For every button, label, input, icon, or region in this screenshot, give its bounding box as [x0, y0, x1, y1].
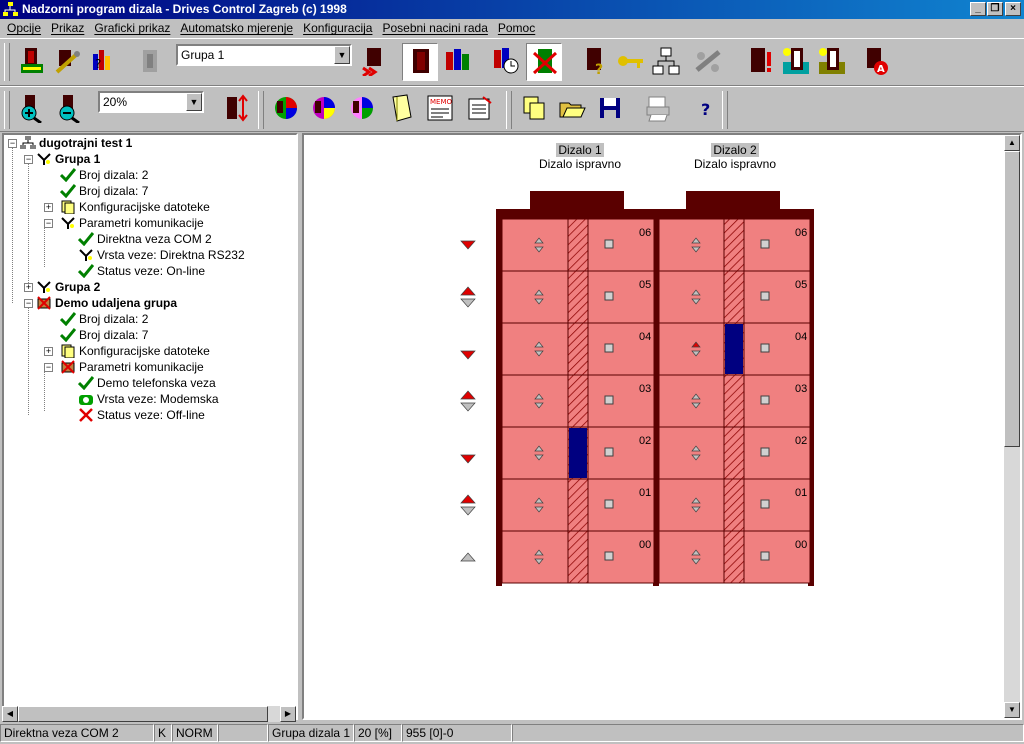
pie-chart-pink-icon — [347, 93, 377, 123]
car-call-button — [605, 240, 613, 248]
status-mode: NORM — [172, 724, 218, 742]
landing-cell — [502, 271, 568, 323]
elevator-question-icon — [579, 46, 609, 76]
app-network-icon — [3, 2, 18, 17]
network-icon — [651, 46, 681, 76]
zoom-select-value: 20% — [103, 95, 128, 109]
menu-bar — [0, 19, 1024, 38]
tree-demo-grupa[interactable]: Demo udaljena grupa — [36, 295, 177, 311]
scroll-thumb[interactable] — [1004, 151, 1020, 447]
print-report-button[interactable] — [462, 90, 498, 128]
elevator-timer-button[interactable] — [488, 43, 524, 81]
building-roof — [496, 209, 814, 219]
tree-g1-broj-dizala-2[interactable]: Broj dizala: 2 — [60, 167, 148, 183]
folder-icon — [387, 93, 417, 123]
status-connection: Direktna veza COM 2 — [0, 724, 154, 742]
hall-call-05 — [461, 287, 475, 307]
telephone-icon — [78, 392, 94, 406]
restore-button[interactable]: ❐ — [987, 2, 1003, 16]
main-vertical-scrollbar[interactable] — [1004, 135, 1020, 718]
car-call-button — [605, 500, 613, 508]
modem-error-icon — [60, 360, 76, 374]
hall-down-arrow-icon — [461, 507, 475, 515]
elevator2-name: Dizalo 2 — [713, 143, 757, 157]
hall-up-arrow-icon — [461, 495, 475, 503]
access-key-button[interactable] — [612, 43, 648, 81]
toolbar-grip[interactable] — [506, 91, 512, 129]
connection-disabled-button[interactable] — [690, 43, 726, 81]
menu-konfiguracija[interactable]: Konfiguracija — [303, 21, 373, 35]
tree-horizontal-scrollbar[interactable] — [2, 706, 296, 722]
open-file-button[interactable] — [554, 90, 590, 128]
hall-up-arrow-icon — [461, 287, 475, 295]
floor-number-label: 01 — [639, 487, 652, 499]
copy-pages-icon — [519, 93, 549, 123]
tree-demo-telefonska-veza[interactable]: Demo telefonska veza — [78, 375, 216, 391]
elevator-panel-icon — [17, 46, 47, 76]
elevator-updown-icon — [221, 93, 251, 123]
pie-chart-icon — [271, 93, 301, 123]
landing-cell — [502, 479, 568, 531]
menu-automatsko-mjerenje[interactable]: Automatsko mjerenje — [180, 21, 294, 35]
landing-cell — [502, 219, 568, 271]
landing-cell — [659, 479, 725, 531]
shaft-cell — [724, 375, 744, 427]
statistics-chart-button[interactable] — [268, 90, 304, 128]
open-folder-icon — [557, 93, 587, 123]
tree-g1-broj-dizala-7[interactable]: Broj dizala: 7 — [60, 183, 148, 199]
checkmark-icon — [60, 168, 76, 182]
menu-pomoc[interactable]: Pomoc — [497, 21, 536, 35]
hall-up-arrow-icon — [461, 553, 475, 561]
car-call-button — [761, 396, 769, 404]
elevator-disabled-button[interactable] — [132, 43, 168, 81]
toolbar-grip[interactable] — [4, 91, 10, 129]
report-icon — [465, 93, 495, 123]
tools-icon — [53, 46, 83, 76]
pie-chart-blue-icon — [309, 93, 339, 123]
tree-collapse-demo-param[interactable]: − — [45, 362, 52, 372]
hall-up-arrow-icon — [461, 391, 475, 399]
floor-number-label: 04 — [795, 331, 808, 343]
close-button[interactable]: × — [1005, 2, 1021, 16]
tree-demo-broj-dizala-2[interactable]: Broj dizala: 2 — [60, 311, 148, 327]
landing-cell — [659, 375, 725, 427]
tree-demo-status-veze[interactable]: Status veze: Off-line — [78, 407, 205, 423]
car-call-button — [605, 292, 613, 300]
menu-prikaz[interactable]: Prikaz — [51, 21, 85, 35]
svg-text:?: ? — [701, 100, 711, 119]
car-call-button — [761, 500, 769, 508]
single-elevator-button[interactable] — [402, 43, 438, 81]
tree-g1-parametri[interactable]: Parametri komunikacije — [60, 215, 204, 231]
elevator-car — [725, 324, 743, 374]
checkmark-icon — [60, 184, 76, 198]
toolbar-grip[interactable] — [4, 43, 10, 81]
shaft-cell — [724, 479, 744, 531]
elevator-car — [569, 428, 587, 478]
floor-number-label: 01 — [795, 487, 808, 499]
shaft-cell — [568, 323, 588, 375]
toolbar-grip[interactable] — [258, 91, 264, 129]
window-title: Nadzorni program dizala - Drives Control Zagreb (c) 1998 — [22, 2, 347, 16]
toolbar-grip[interactable] — [722, 91, 728, 129]
minimize-button[interactable]: _ — [970, 2, 986, 16]
memo-button[interactable] — [422, 90, 458, 128]
antenna-icon — [78, 248, 94, 262]
zoom-out-icon — [55, 93, 85, 123]
shaft-cell — [568, 479, 588, 531]
status-empty1 — [218, 724, 268, 742]
car-call-button — [761, 240, 769, 248]
floor-number-label: 04 — [639, 331, 652, 343]
hall-call-06 — [461, 241, 475, 249]
tree-g1-vrsta-veze[interactable]: Vrsta veze: Direktna RS232 — [78, 247, 245, 263]
floor-number-label: 02 — [639, 435, 652, 447]
checkmark-icon — [78, 232, 94, 246]
help-icon — [691, 93, 721, 123]
group-select[interactable] — [176, 44, 352, 66]
tree-collapse-demo[interactable]: − — [25, 298, 32, 308]
tree-g1-konfiguracijske[interactable]: Konfiguracijske datoteke — [60, 199, 210, 215]
tree-demo-parametri[interactable]: Parametri komunikacije — [60, 359, 204, 375]
landing-cell — [659, 271, 725, 323]
scroll-left-button[interactable]: ◀ — [2, 706, 18, 722]
hall-call-03 — [461, 391, 475, 411]
floor-number-label: 00 — [639, 539, 652, 551]
elevator-info-button[interactable] — [576, 43, 612, 81]
checkmark-icon — [78, 264, 94, 278]
floor-number-label: 03 — [795, 383, 808, 395]
scroll-down-button[interactable]: ▼ — [1004, 702, 1020, 718]
tree-demo-broj-dizala-7[interactable]: Broj dizala: 7 — [60, 327, 148, 343]
floor-number-label: 00 — [795, 539, 808, 551]
frame-left — [496, 219, 502, 586]
car-call-button — [761, 292, 769, 300]
car-call-button — [605, 448, 613, 456]
checkmark-icon — [60, 328, 76, 342]
antenna-icon — [60, 216, 76, 230]
car-call-button — [605, 396, 613, 404]
shaft-cell — [724, 531, 744, 583]
tree-collapse-grupa1[interactable]: − — [25, 154, 32, 164]
hall-call-00 — [461, 553, 475, 561]
save-button[interactable] — [592, 90, 628, 128]
tree-grupa2[interactable]: Grupa 2 — [36, 279, 100, 295]
elevator-shaft-diagram — [304, 135, 1004, 718]
shaft-cell — [724, 219, 744, 271]
car-call-button — [605, 552, 613, 560]
memo-icon — [425, 93, 455, 123]
elevator-grey-icon — [135, 46, 165, 76]
tree-expand-g1-konf[interactable]: + — [45, 202, 52, 212]
elevator-auto-button[interactable] — [858, 43, 894, 81]
shaft-cell — [568, 219, 588, 271]
shaft-cell — [568, 375, 588, 427]
elevator2-status: Dizalo ispravno — [693, 157, 777, 171]
files-icon — [60, 200, 76, 214]
elevator1-name: Dizalo 1 — [558, 143, 602, 157]
elevator-height-button[interactable] — [218, 90, 254, 128]
view-toolbar — [0, 86, 1024, 132]
menu-graficki-prikaz[interactable]: Graficki prikaz — [94, 21, 171, 35]
elevator-tools-button[interactable] — [50, 43, 86, 81]
landing-cell — [502, 427, 568, 479]
car-call-button — [761, 552, 769, 560]
landing-cell — [659, 219, 725, 271]
hall-down-arrow-icon — [461, 455, 475, 463]
shaft-cell — [568, 271, 588, 323]
tree-demo-konfiguracijske[interactable]: Konfiguracijske datoteke — [60, 343, 210, 359]
elevator-field-button[interactable] — [814, 43, 850, 81]
copy-button[interactable] — [516, 90, 552, 128]
zoom-in-icon — [17, 93, 47, 123]
printer-grey-icon — [643, 93, 673, 123]
elevator-forward-button[interactable] — [356, 43, 392, 81]
menu-posebni-nacini-rada[interactable]: Posebni nacini rada — [382, 21, 488, 35]
landing-cell — [502, 375, 568, 427]
svg-text:MEMO: MEMO — [430, 98, 453, 106]
elevator-alarm-button[interactable] — [742, 43, 778, 81]
shaft-cell — [724, 271, 744, 323]
group-select-value: Grupa 1 — [181, 48, 225, 62]
landing-cell — [659, 427, 725, 479]
statistics-blue-chart-button[interactable] — [306, 90, 342, 128]
zoom-select[interactable] — [98, 91, 204, 113]
floor-number-label: 06 — [795, 227, 808, 239]
elevator-query-button[interactable] — [86, 43, 122, 81]
tree-collapse-g1-param[interactable]: − — [45, 218, 52, 228]
network-button[interactable] — [648, 43, 684, 81]
help-button[interactable] — [688, 90, 724, 128]
key-icon — [615, 46, 645, 76]
hall-call-04 — [461, 351, 475, 359]
shaft-cell — [724, 427, 744, 479]
floor-number-label: 06 — [639, 227, 652, 239]
link-grey-icon — [693, 46, 723, 76]
tree-expand-demo-konf[interactable]: + — [45, 346, 52, 356]
status-zoom: 20 [%] — [354, 724, 402, 742]
floor-number-label: 05 — [639, 279, 652, 291]
svg-text:?: ? — [95, 57, 102, 71]
hall-down-arrow-icon — [461, 351, 475, 359]
title-bar[interactable] — [0, 0, 1024, 19]
files-icon — [60, 344, 76, 358]
elevator-panel-button[interactable] — [14, 43, 50, 81]
chevron-down-icon[interactable]: ▼ — [186, 93, 202, 111]
car-call-button — [605, 344, 613, 352]
shaft-cell — [568, 531, 588, 583]
chevron-down-icon[interactable]: ▼ — [334, 46, 350, 64]
tree-g1-status-veze[interactable]: Status veze: On-line — [78, 263, 205, 279]
elevator-day-button[interactable] — [778, 43, 814, 81]
elevator1-machine-room — [530, 191, 624, 209]
elevator-alarm-icon — [745, 46, 775, 76]
scroll-up-button[interactable]: ▲ — [1004, 135, 1020, 151]
print-button[interactable] — [640, 90, 676, 128]
elevator-group-icon — [443, 46, 473, 76]
elevator-field-icon — [817, 46, 847, 76]
floor-number-label: 03 — [639, 383, 652, 395]
car-call-button — [761, 344, 769, 352]
floor-number-label: 02 — [795, 435, 808, 447]
open-folder-button[interactable] — [384, 90, 420, 128]
floor-number-label: 05 — [795, 279, 808, 291]
elevator1-status: Dizalo ispravno — [538, 157, 622, 171]
svg-text:A: A — [877, 64, 885, 75]
query-bars-icon — [89, 46, 119, 76]
scroll-right-button[interactable]: ▶ — [280, 706, 296, 722]
status-empty2 — [512, 724, 1024, 742]
antenna-icon — [36, 280, 52, 294]
hall-call-01 — [461, 495, 475, 515]
red-x-icon — [78, 408, 94, 422]
menu-opcije[interactable]: Opcije — [7, 21, 42, 35]
svg-text:?: ? — [595, 62, 604, 76]
elevator-sun-icon — [781, 46, 811, 76]
antenna-icon — [36, 152, 52, 166]
status-counter: 955 [0]-0 — [402, 724, 512, 742]
landing-cell — [502, 323, 568, 375]
tree-demo-vrsta-veze[interactable]: Vrsta veze: Modemska — [78, 391, 219, 407]
status-k: K — [154, 724, 172, 742]
checkmark-icon — [78, 376, 94, 390]
tree-g1-direktna-veza[interactable]: Direktna veza COM 2 — [78, 231, 212, 247]
elevator-icon — [406, 47, 436, 77]
checkmark-icon — [60, 312, 76, 326]
zoom-out-button[interactable] — [52, 90, 88, 128]
scroll-thumb[interactable] — [18, 706, 268, 722]
statistics-pink-chart-button[interactable] — [344, 90, 380, 128]
elevator2-machine-room — [686, 191, 780, 209]
elevator-view — [302, 133, 1022, 720]
elevator-auto-icon — [861, 46, 891, 76]
group-tree[interactable] — [2, 133, 298, 720]
tree-root[interactable]: dugotrajni test 1 — [20, 135, 132, 151]
elevator-group-button[interactable] — [440, 43, 476, 81]
hall-down-arrow-icon — [461, 403, 475, 411]
landing-cell — [659, 531, 725, 583]
tree-collapse-root[interactable]: − — [9, 138, 16, 148]
network-icon — [20, 136, 36, 150]
clock-icon — [491, 46, 521, 76]
landing-cell — [502, 531, 568, 583]
hall-calls — [461, 241, 475, 561]
tree-grupa1[interactable]: Grupa 1 — [36, 151, 100, 167]
landing-cell — [659, 323, 725, 375]
modem-error-icon — [36, 296, 52, 310]
status-bar — [0, 722, 1024, 744]
status-group: Grupa dizala 1 — [268, 724, 354, 742]
elevator-stop-button[interactable] — [526, 43, 562, 81]
hall-down-arrow-icon — [461, 241, 475, 249]
hall-call-02 — [461, 455, 475, 463]
floppy-disk-icon — [595, 93, 625, 123]
elevator-arrows-icon — [359, 46, 389, 76]
car-call-button — [761, 448, 769, 456]
main-toolbar — [0, 38, 1024, 86]
hall-down-arrow-icon — [461, 299, 475, 307]
zoom-in-button[interactable] — [14, 90, 50, 128]
tree-expand-grupa2[interactable]: + — [25, 282, 32, 292]
stop-x-icon — [530, 47, 560, 77]
